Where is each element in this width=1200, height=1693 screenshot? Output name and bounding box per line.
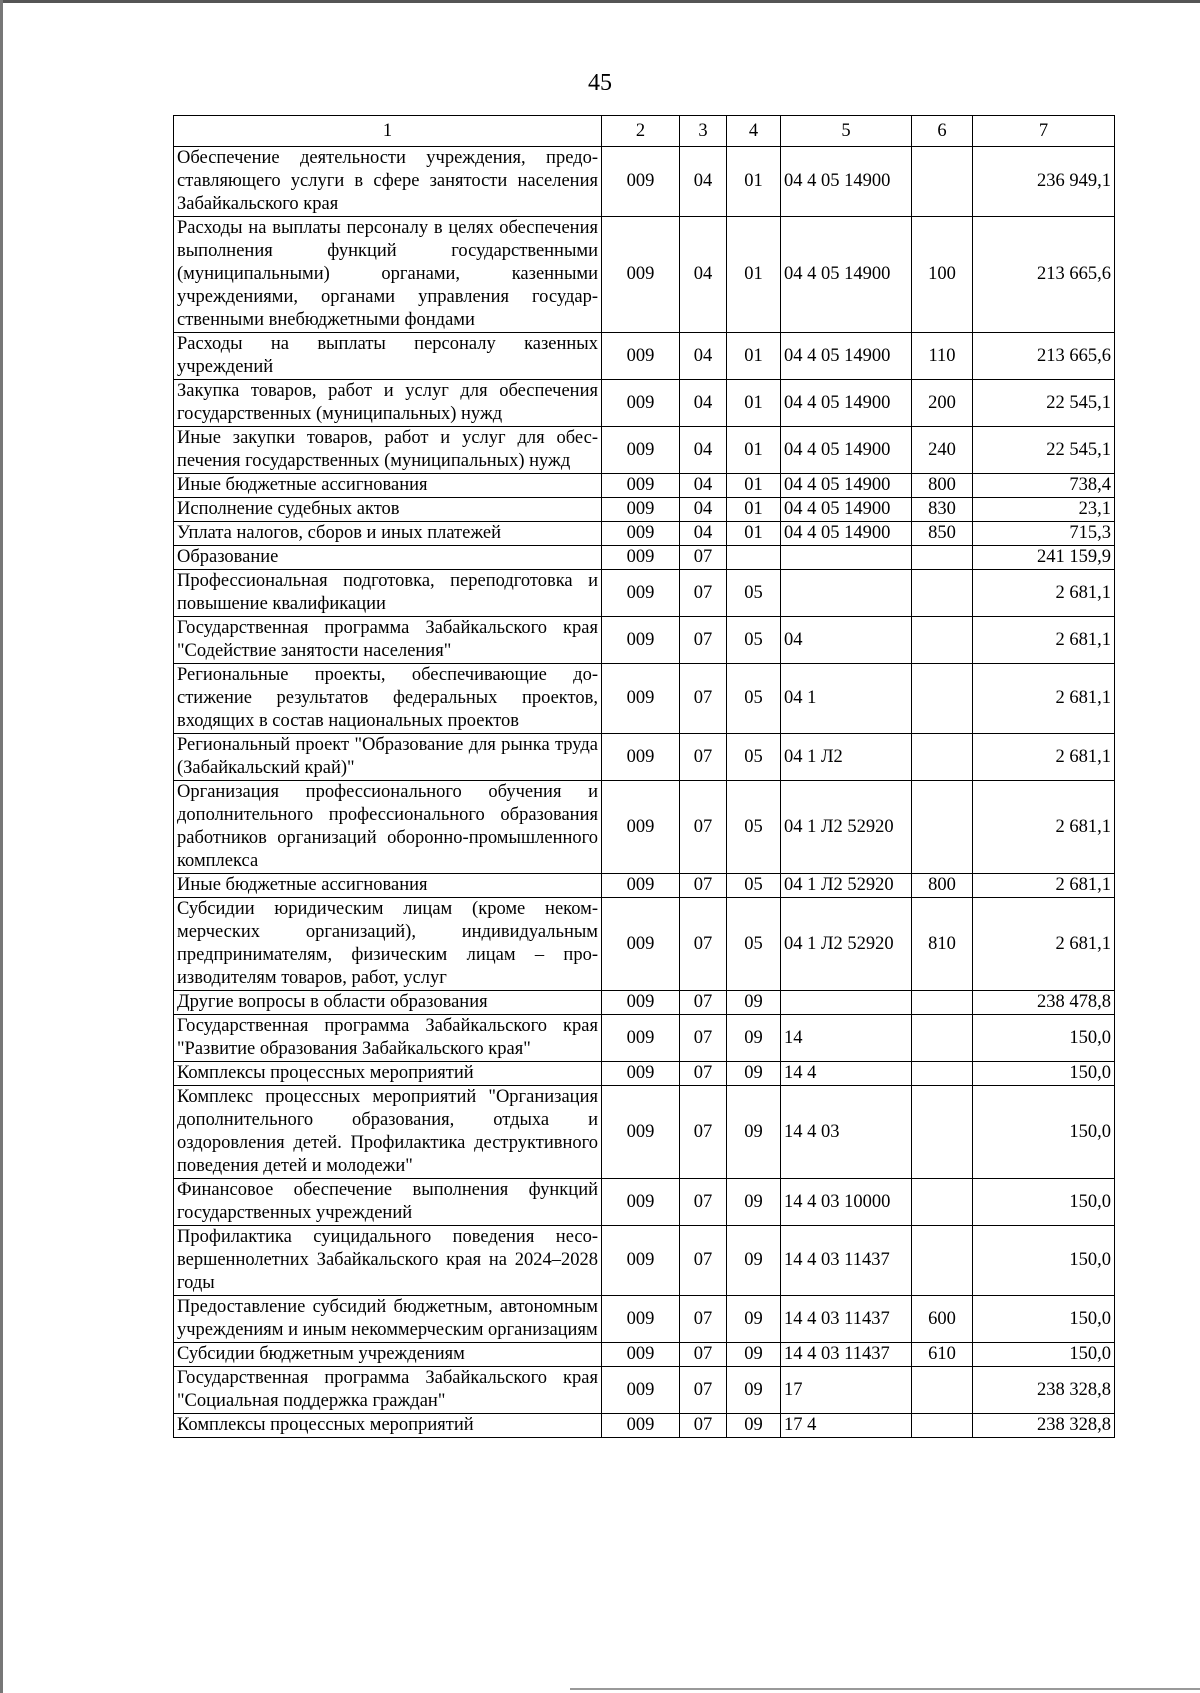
row-section: 04 xyxy=(680,498,727,522)
row-amount: 22 545,1 xyxy=(973,380,1115,427)
table-row xyxy=(174,1296,1115,1343)
row-name: Расходы на выплаты персоналу казенных учреждений xyxy=(174,333,602,380)
row-admin-code: 009 xyxy=(602,427,680,474)
row-amount: 213 665,6 xyxy=(973,333,1115,380)
table-row xyxy=(174,874,1115,898)
row-amount: 236 949,1 xyxy=(973,147,1115,217)
row-name: Иные закупки товаров, работ и услуг для обеспечения государственных (муниципальных) нужд xyxy=(174,427,602,474)
row-target-article: 04 4 05 14900 xyxy=(781,217,912,333)
row-admin-code: 009 xyxy=(602,1226,680,1296)
row-target-article: 14 4 03 11437 xyxy=(781,1296,912,1343)
row-subsection: 09 xyxy=(727,1179,781,1226)
row-target-article: 14 4 xyxy=(781,1062,912,1086)
row-name: Другие вопросы в области образования xyxy=(174,991,602,1015)
row-expense-type xyxy=(912,991,973,1015)
row-section: 04 xyxy=(680,427,727,474)
table-row xyxy=(174,1226,1115,1296)
row-amount: 150,0 xyxy=(973,1086,1115,1179)
row-amount: 23,1 xyxy=(973,498,1115,522)
row-subsection: 01 xyxy=(727,380,781,427)
row-section: 07 xyxy=(680,1414,727,1438)
row-name: Комплекс процессных мероприятий "Организация дополнительного образования, отдыха и оздоровления детей. Профилактика деструктивного поведения детей и молодежи" xyxy=(174,1086,602,1179)
row-admin-code: 009 xyxy=(602,1086,680,1179)
row-amount: 2 681,1 xyxy=(973,781,1115,874)
row-name: Профессиональная подготовка, переподготовка и повышение квалификации xyxy=(174,570,602,617)
row-subsection: 09 xyxy=(727,1343,781,1367)
row-subsection: 09 xyxy=(727,1226,781,1296)
row-subsection: 05 xyxy=(727,664,781,734)
row-name: Расходы на выплаты персоналу в целях обеспечения выполнения функций государственными (муниципальными) органами, казенными учреждениями, органами управления государственными внебюджетными фондами xyxy=(174,217,602,333)
row-subsection: 01 xyxy=(727,333,781,380)
row-amount: 150,0 xyxy=(973,1015,1115,1062)
row-name: Финансовое обеспечение выполнения функций государственных учреждений xyxy=(174,1179,602,1226)
row-subsection: 09 xyxy=(727,991,781,1015)
row-section: 04 xyxy=(680,333,727,380)
row-name: Государственная программа Забайкальского края "Содействие занятости населения" xyxy=(174,617,602,664)
row-expense-type xyxy=(912,1015,973,1062)
row-expense-type: 100 xyxy=(912,217,973,333)
header-col-3: 3 xyxy=(680,116,727,147)
table-row xyxy=(174,781,1115,874)
row-subsection: 01 xyxy=(727,147,781,217)
row-target-article: 14 xyxy=(781,1015,912,1062)
row-target-article: 04 4 05 14900 xyxy=(781,427,912,474)
row-expense-type xyxy=(912,617,973,664)
row-section: 04 xyxy=(680,474,727,498)
row-admin-code: 009 xyxy=(602,546,680,570)
row-expense-type: 110 xyxy=(912,333,973,380)
row-expense-type xyxy=(912,1367,973,1414)
row-subsection: 05 xyxy=(727,570,781,617)
table-row xyxy=(174,380,1115,427)
table-row xyxy=(174,427,1115,474)
row-section: 07 xyxy=(680,1226,727,1296)
row-name: Субсидии бюджетным учреждениям xyxy=(174,1343,602,1367)
row-target-article: 04 4 05 14900 xyxy=(781,147,912,217)
row-subsection: 09 xyxy=(727,1296,781,1343)
table-row xyxy=(174,1343,1115,1367)
row-section: 07 xyxy=(680,734,727,781)
row-expense-type: 610 xyxy=(912,1343,973,1367)
row-admin-code: 009 xyxy=(602,217,680,333)
row-expense-type: 800 xyxy=(912,874,973,898)
row-name: Обеспечение деятельности учреждения, предоставляющего услуги в сфере занятости населения Забайкальского края xyxy=(174,147,602,217)
row-subsection: 05 xyxy=(727,874,781,898)
scan-edge-bottom xyxy=(570,1688,1200,1690)
row-amount: 238 328,8 xyxy=(973,1367,1115,1414)
row-subsection xyxy=(727,546,781,570)
row-amount: 2 681,1 xyxy=(973,874,1115,898)
row-section: 07 xyxy=(680,570,727,617)
row-section: 07 xyxy=(680,1062,727,1086)
header-row xyxy=(174,116,1115,147)
row-target-article: 04 1 xyxy=(781,664,912,734)
row-section: 07 xyxy=(680,1343,727,1367)
table-row xyxy=(174,1179,1115,1226)
row-target-article: 14 4 03 10000 xyxy=(781,1179,912,1226)
row-section: 04 xyxy=(680,217,727,333)
table-row xyxy=(174,1015,1115,1062)
row-admin-code: 009 xyxy=(602,522,680,546)
row-admin-code: 009 xyxy=(602,1343,680,1367)
row-name: Профилактика суицидального поведения несовершеннолетних Забайкальского края на 2024–2028 годы xyxy=(174,1226,602,1296)
row-section: 07 xyxy=(680,874,727,898)
row-target-article: 04 1 Л2 52920 xyxy=(781,781,912,874)
table-row xyxy=(174,546,1115,570)
row-subsection: 05 xyxy=(727,734,781,781)
row-target-article: 14 4 03 11437 xyxy=(781,1226,912,1296)
row-expense-type: 240 xyxy=(912,427,973,474)
row-admin-code: 009 xyxy=(602,1296,680,1343)
header-col-2: 2 xyxy=(602,116,680,147)
row-section: 07 xyxy=(680,546,727,570)
table-row xyxy=(174,1367,1115,1414)
row-name: Комплексы процессных мероприятий xyxy=(174,1414,602,1438)
row-admin-code: 009 xyxy=(602,147,680,217)
header-col-6: 6 xyxy=(912,116,973,147)
row-subsection: 09 xyxy=(727,1086,781,1179)
row-admin-code: 009 xyxy=(602,617,680,664)
row-target-article xyxy=(781,991,912,1015)
row-amount: 238 478,8 xyxy=(973,991,1115,1015)
row-section: 07 xyxy=(680,1086,727,1179)
row-name: Иные бюджетные ассигнования xyxy=(174,474,602,498)
table-row xyxy=(174,991,1115,1015)
row-expense-type xyxy=(912,1226,973,1296)
row-name: Комплексы процессных мероприятий xyxy=(174,1062,602,1086)
row-expense-type: 830 xyxy=(912,498,973,522)
row-name: Уплата налогов, сборов и иных платежей xyxy=(174,522,602,546)
row-subsection: 01 xyxy=(727,427,781,474)
row-admin-code: 009 xyxy=(602,1179,680,1226)
row-amount: 2 681,1 xyxy=(973,570,1115,617)
row-subsection: 09 xyxy=(727,1414,781,1438)
row-target-article: 04 1 Л2 52920 xyxy=(781,874,912,898)
row-expense-type xyxy=(912,664,973,734)
page-number: 45 xyxy=(588,70,612,96)
table-row xyxy=(174,498,1115,522)
row-admin-code: 009 xyxy=(602,333,680,380)
row-target-article: 14 4 03 11437 xyxy=(781,1343,912,1367)
row-admin-code: 009 xyxy=(602,874,680,898)
table-body xyxy=(174,147,1115,1438)
row-expense-type xyxy=(912,1179,973,1226)
row-subsection: 05 xyxy=(727,781,781,874)
header-col-5: 5 xyxy=(781,116,912,147)
row-target-article: 04 4 05 14900 xyxy=(781,498,912,522)
row-expense-type xyxy=(912,147,973,217)
row-subsection: 05 xyxy=(727,898,781,991)
row-name: Региональные проекты, обеспечивающие достижение результатов федеральных проектов, входящих в состав национальных проектов xyxy=(174,664,602,734)
scan-edge-left xyxy=(0,0,3,1693)
row-amount: 715,3 xyxy=(973,522,1115,546)
table-row xyxy=(174,664,1115,734)
row-admin-code: 009 xyxy=(602,1414,680,1438)
row-target-article: 17 4 xyxy=(781,1414,912,1438)
row-amount: 241 159,9 xyxy=(973,546,1115,570)
row-subsection: 01 xyxy=(727,498,781,522)
row-name: Иные бюджетные ассигнования xyxy=(174,874,602,898)
row-target-article: 17 xyxy=(781,1367,912,1414)
row-expense-type: 600 xyxy=(912,1296,973,1343)
header-col-7: 7 xyxy=(973,116,1115,147)
row-section: 07 xyxy=(680,781,727,874)
row-subsection: 05 xyxy=(727,617,781,664)
row-section: 04 xyxy=(680,147,727,217)
table-row xyxy=(174,522,1115,546)
row-target-article: 04 xyxy=(781,617,912,664)
table-row xyxy=(174,217,1115,333)
row-admin-code: 009 xyxy=(602,1015,680,1062)
row-expense-type xyxy=(912,781,973,874)
row-section: 07 xyxy=(680,1296,727,1343)
row-section: 07 xyxy=(680,898,727,991)
row-name: Предоставление субсидий бюджетным, автономным учреждениям и иным некоммерческим организациям xyxy=(174,1296,602,1343)
row-target-article xyxy=(781,546,912,570)
row-section: 07 xyxy=(680,991,727,1015)
row-name: Государственная программа Забайкальского края "Развитие образования Забайкальского края" xyxy=(174,1015,602,1062)
row-subsection: 01 xyxy=(727,474,781,498)
row-admin-code: 009 xyxy=(602,474,680,498)
row-section: 07 xyxy=(680,1015,727,1062)
row-admin-code: 009 xyxy=(602,734,680,781)
budget-table xyxy=(173,115,1115,1438)
row-target-article: 04 1 Л2 xyxy=(781,734,912,781)
row-expense-type xyxy=(912,734,973,781)
row-amount: 150,0 xyxy=(973,1179,1115,1226)
table-row xyxy=(174,734,1115,781)
row-admin-code: 009 xyxy=(602,380,680,427)
row-expense-type: 800 xyxy=(912,474,973,498)
row-target-article xyxy=(781,570,912,617)
row-amount: 2 681,1 xyxy=(973,664,1115,734)
row-admin-code: 009 xyxy=(602,498,680,522)
row-amount: 738,4 xyxy=(973,474,1115,498)
table-row xyxy=(174,617,1115,664)
row-target-article: 04 1 Л2 52920 xyxy=(781,898,912,991)
table-row xyxy=(174,474,1115,498)
row-name: Закупка товаров, работ и услуг для обеспечения государственных (муниципальных) нужд xyxy=(174,380,602,427)
row-amount: 150,0 xyxy=(973,1296,1115,1343)
row-target-article: 14 4 03 xyxy=(781,1086,912,1179)
row-amount: 150,0 xyxy=(973,1062,1115,1086)
row-admin-code: 009 xyxy=(602,570,680,617)
table-row xyxy=(174,1086,1115,1179)
row-section: 04 xyxy=(680,380,727,427)
row-name: Организация профессионального обучения и дополнительного профессионального образования работников организаций оборонно-промышленного комплекса xyxy=(174,781,602,874)
row-section: 07 xyxy=(680,664,727,734)
header-col-1: 1 xyxy=(174,116,602,147)
row-expense-type xyxy=(912,1062,973,1086)
row-expense-type xyxy=(912,1086,973,1179)
row-expense-type: 810 xyxy=(912,898,973,991)
row-amount: 2 681,1 xyxy=(973,898,1115,991)
table-row xyxy=(174,1414,1115,1438)
row-admin-code: 009 xyxy=(602,1367,680,1414)
header-col-4: 4 xyxy=(727,116,781,147)
row-subsection: 09 xyxy=(727,1367,781,1414)
row-section: 04 xyxy=(680,522,727,546)
row-subsection: 09 xyxy=(727,1015,781,1062)
row-expense-type xyxy=(912,1414,973,1438)
row-section: 07 xyxy=(680,1179,727,1226)
row-subsection: 01 xyxy=(727,217,781,333)
row-admin-code: 009 xyxy=(602,1062,680,1086)
row-amount: 2 681,1 xyxy=(973,734,1115,781)
row-target-article: 04 4 05 14900 xyxy=(781,380,912,427)
table-row xyxy=(174,147,1115,217)
row-target-article: 04 4 05 14900 xyxy=(781,522,912,546)
row-section: 07 xyxy=(680,617,727,664)
row-admin-code: 009 xyxy=(602,664,680,734)
row-amount: 238 328,8 xyxy=(973,1414,1115,1438)
row-subsection: 09 xyxy=(727,1062,781,1086)
table-row xyxy=(174,898,1115,991)
row-section: 07 xyxy=(680,1367,727,1414)
row-name: Государственная программа Забайкальского края "Социальная поддержка граждан" xyxy=(174,1367,602,1414)
row-expense-type: 200 xyxy=(912,380,973,427)
row-expense-type xyxy=(912,570,973,617)
row-admin-code: 009 xyxy=(602,781,680,874)
row-amount: 22 545,1 xyxy=(973,427,1115,474)
row-amount: 150,0 xyxy=(973,1343,1115,1367)
row-expense-type: 850 xyxy=(912,522,973,546)
table-row xyxy=(174,570,1115,617)
row-amount: 213 665,6 xyxy=(973,217,1115,333)
row-amount: 150,0 xyxy=(973,1226,1115,1296)
row-target-article: 04 4 05 14900 xyxy=(781,474,912,498)
row-subsection: 01 xyxy=(727,522,781,546)
row-name: Субсидии юридическим лицам (кроме некоммерческих организаций), индивидуальным предпринимателям, физическим лицам – производителям товаров, работ, услуг xyxy=(174,898,602,991)
table-row xyxy=(174,333,1115,380)
row-expense-type xyxy=(912,546,973,570)
row-name: Региональный проект "Образование для рынка труда (Забайкальский край)" xyxy=(174,734,602,781)
row-name: Исполнение судебных актов xyxy=(174,498,602,522)
scan-edge-top xyxy=(0,0,1200,3)
row-target-article: 04 4 05 14900 xyxy=(781,333,912,380)
table-row xyxy=(174,1062,1115,1086)
row-amount: 2 681,1 xyxy=(973,617,1115,664)
row-name: Образование xyxy=(174,546,602,570)
row-admin-code: 009 xyxy=(602,991,680,1015)
row-admin-code: 009 xyxy=(602,898,680,991)
